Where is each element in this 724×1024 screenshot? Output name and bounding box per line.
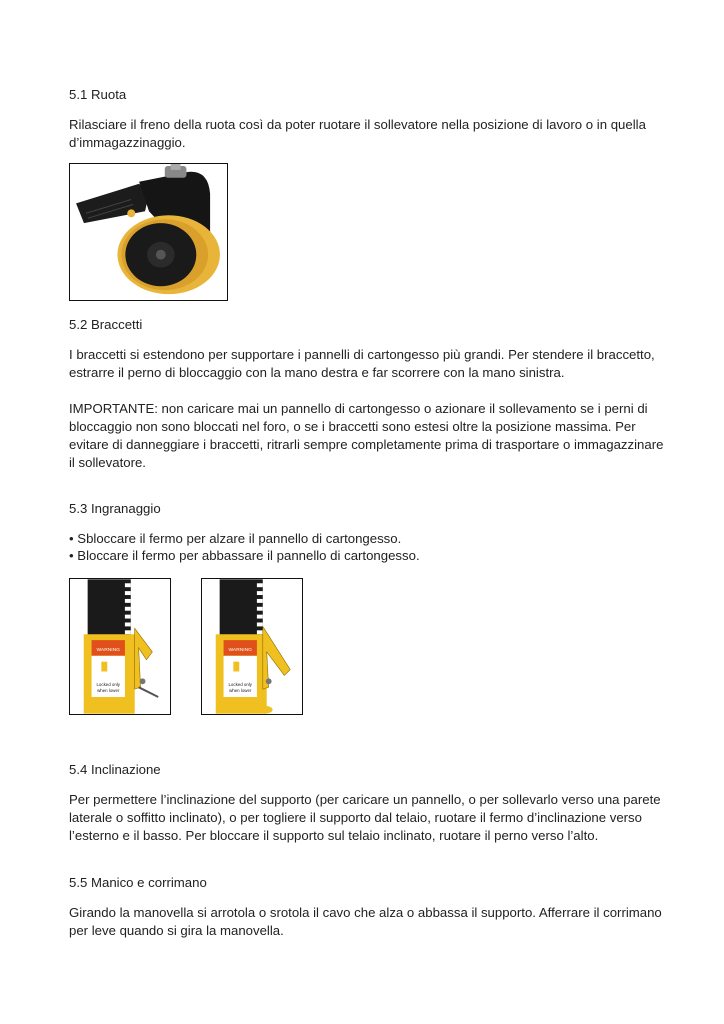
section-title-ingranaggio: 5.3 Ingranaggio — [69, 501, 161, 516]
paragraph-ruota: Rilasciare il freno della ruota così da poter ruotare il sollevatore nella posizione di lavoro o in quella d’immagazzinaggio. — [69, 117, 646, 150]
warning-label: WARNING — [96, 647, 120, 653]
bullet-sbloccare: • Sbloccare il fermo per alzare il pannello di cartongesso. — [69, 531, 402, 546]
bullet-bloccare: • Bloccare il fermo per abbassare il pannello di cartongesso. — [69, 548, 420, 563]
paragraph-inclinazione: Per permettere l’inclinazione del supporto (per caricare un pannello, o per sollevarlo verso una parete laterale o soffitto inclinato), o per togliere il supporto dal telaio, ruotare il fermo d’inclinazione verso l’esterno e il basso. Per bloccare il supporto sul telaio inclinato, ruotare il perno verso l’alto. — [69, 792, 661, 843]
caster-wheel-photo — [69, 163, 228, 301]
paragraph-importante: IMPORTANTE: non caricare mai un pannello di cartongesso o azionare il sollevamento se i perni di bloccaggio non sono bloccati nel foro, o se i braccetti sono estesi oltre la posizione massima. Per evitare di danneggiare i braccetti, ritrarli sempre completamente prima di trasportare o immagazzinare il sollevatore. — [69, 401, 664, 470]
label-text-line1: Locked only — [96, 682, 121, 688]
section-title-ruota: 5.1 Ruota — [69, 87, 127, 102]
label-text-line1: Locked only — [228, 682, 253, 688]
section-title-braccetti: 5.2 Braccetti — [69, 317, 143, 332]
section-title-inclinazione: 5.4 Inclinazione — [69, 762, 161, 777]
label-text-line2: when lower — [229, 688, 252, 694]
gear-unlocked-photo — [69, 578, 171, 715]
paragraph-braccetti: I braccetti si estendono per supportare i pannelli di cartongesso più grandi. Per stendere il braccetto, estrarre il perno di bloccaggio con la mano destra e far scorrere con la mano sinistra. — [69, 347, 655, 380]
label-text-line2: when lower — [97, 688, 120, 694]
warning-label: WARNING — [228, 647, 252, 653]
gear-locked-photo — [201, 578, 303, 715]
caster-wheel-illustration — [70, 164, 227, 300]
gear-latch-illustration — [202, 579, 302, 714]
paragraph-manico: Girando la manovella si arrotola o srotola il cavo che alza o abbassa il supporto. Afferrare il corrimano per leve quando si gira la manovella. — [69, 905, 662, 938]
section-title-manico: 5.5 Manico e corrimano — [69, 875, 207, 890]
gear-latch-illustration — [70, 579, 170, 714]
